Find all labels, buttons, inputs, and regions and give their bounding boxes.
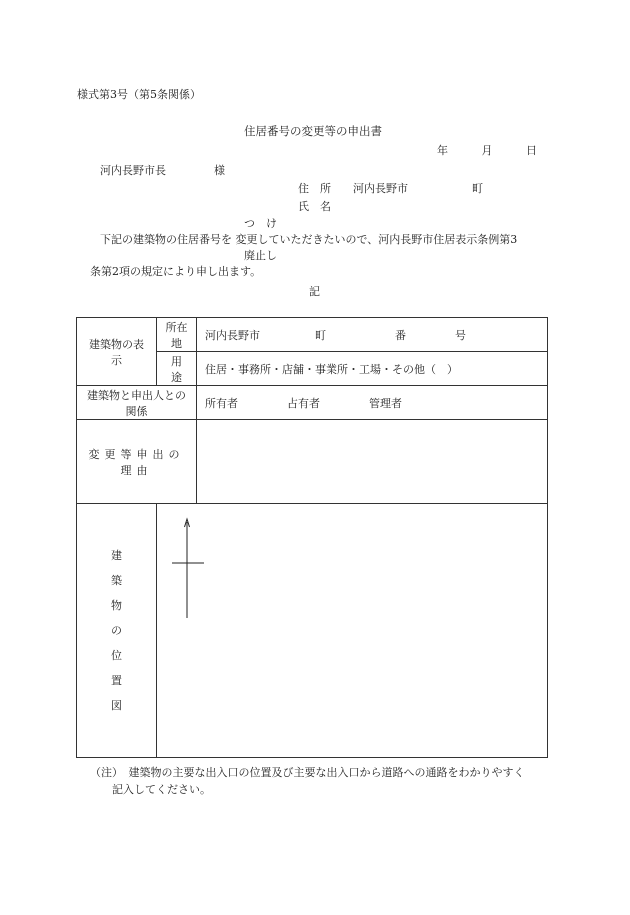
ruby-haishi: 廃止し xyxy=(244,249,277,262)
addressee-name: 河内長野市長 xyxy=(100,164,166,177)
use-value[interactable]: 住居・事務所・店舗・事業所・工場・その他（ ） xyxy=(197,352,548,386)
addressee xyxy=(100,162,225,178)
location-field[interactable] xyxy=(197,318,548,352)
body-line-1: 下記の建築物の住居番号を 変更していただきたいので、河内長野市住居表示条例第3 xyxy=(100,233,518,246)
location-label: 所在地 xyxy=(157,318,197,352)
relation-owner[interactable]: 所有者 xyxy=(205,396,238,410)
address-label: 住 所 xyxy=(298,182,331,195)
location-town: 町 xyxy=(315,328,326,342)
location-map-area[interactable] xyxy=(157,504,548,758)
date-line xyxy=(437,142,537,158)
building-display-label: 建築物の表示 xyxy=(77,318,157,386)
application-table xyxy=(76,317,548,758)
ki-mark: 記 xyxy=(309,285,320,298)
relation-manager[interactable]: 管理者 xyxy=(369,396,402,410)
location-go: 号 xyxy=(455,328,466,342)
document-title: 住居番号の変更等の申出書 xyxy=(244,124,382,138)
location-ban: 番 xyxy=(395,328,406,342)
date-year: 年 xyxy=(437,144,448,157)
location-value xyxy=(205,327,539,343)
map-label: 建築物の位置図 xyxy=(111,549,122,712)
form-number: 様式第3号（第5条関係） xyxy=(77,88,201,101)
date-month: 月 xyxy=(481,144,493,157)
address-town: 町 xyxy=(472,182,483,195)
map-label-cell xyxy=(77,504,157,758)
address-value: 河内長野市 xyxy=(353,182,408,195)
applicant-name-label: 氏 名 xyxy=(298,200,331,213)
north-arrow-icon xyxy=(165,514,205,624)
location-city: 河内長野市 xyxy=(205,328,260,342)
date-day: 日 xyxy=(526,144,537,157)
note-line-1: （注） 建築物の主要な出入口の位置及び主要な出入口から道路への通路をわかりやすく xyxy=(90,766,525,779)
relation-label: 建築物と申出人との関係 xyxy=(77,386,197,420)
ruby-tsuke: つ け xyxy=(244,217,277,230)
reason-field[interactable] xyxy=(197,420,548,504)
body-line-2: 条第2項の規定により申し出ます。 xyxy=(90,265,262,278)
note-line-2: 記入してください。 xyxy=(112,783,211,796)
relation-occupant[interactable]: 占有者 xyxy=(287,396,320,410)
addressee-suffix: 様 xyxy=(214,164,225,177)
applicant-address xyxy=(298,180,483,196)
reason-label: 変更等申出の理由 xyxy=(77,420,197,504)
relation-options[interactable] xyxy=(197,386,548,420)
use-label: 用 途 xyxy=(157,352,197,386)
